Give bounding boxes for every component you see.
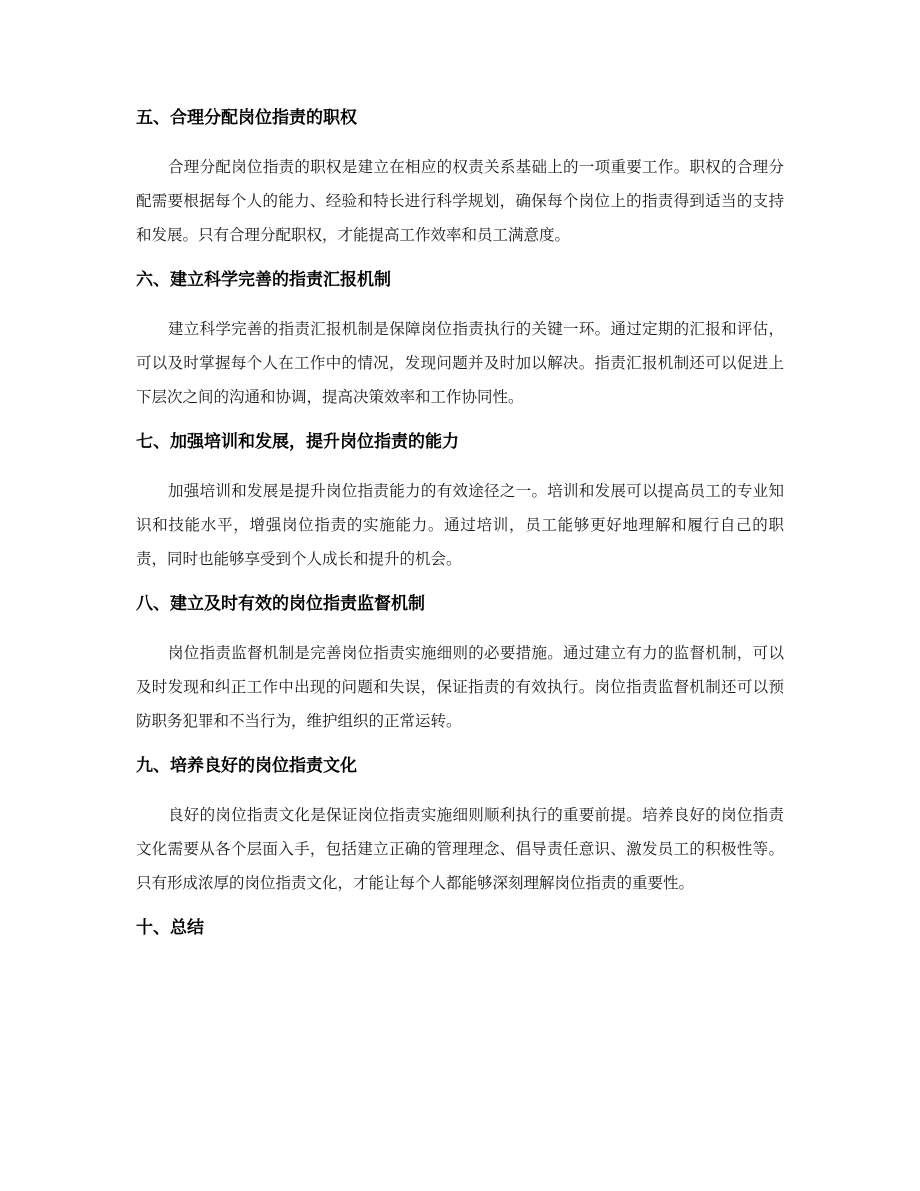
section-paragraph: 良好的岗位指责文化是保证岗位指责实施细则顺利执行的重要前提。培养良好的岗位指责文化需要从各个层面入手，包括建立正确的管理理念、倡导责任意识、激发员工的积极性等。只有形成浓厚的岗位指责文化，才能让每个人都能够深刻理解岗位指责的重要性。	[136, 806, 784, 892]
section-paragraph: 岗位指责监督机制是完善岗位指责实施细则的必要措施。通过建立有力的监督机制，可以及时发现和纠正工作中出现的问题和失误，保证指责的有效执行。岗位指责监督机制还可以预防职务犯罪和不当行为，维护组织的正常运转。	[136, 644, 784, 730]
section-heading: 八、建立及时有效的岗位指责监督机制	[136, 594, 425, 614]
section-paragraph: 加强培训和发展是提升岗位指责能力的有效途径之一。培训和发展可以提高员工的专业知识和技能水平，增强岗位指责的实施能力。通过培训，员工能够更好地理解和履行自己的职责，同时也能够享受到个人成长和提升的机会。	[136, 482, 784, 568]
section-heading: 七、加强培训和发展，提升岗位指责的能力	[136, 432, 459, 452]
section-heading: 十、总结	[136, 918, 204, 938]
section-heading: 五、合理分配岗位指责的职权	[136, 108, 357, 128]
section-heading: 九、培养良好的岗位指责文化	[136, 756, 357, 776]
section-paragraph: 合理分配岗位指责的职权是建立在相应的权责关系基础上的一项重要工作。职权的合理分配需要根据每个人的能力、经验和特长进行科学规划，确保每个岗位上的指责得到适当的支持和发展。只有合理分配职权，才能提高工作效率和员工满意度。	[136, 158, 784, 244]
section-paragraph: 建立科学完善的指责汇报机制是保障岗位指责执行的关键一环。通过定期的汇报和评估，可以及时掌握每个人在工作中的情况，发现问题并及时加以解决。指责汇报机制还可以促进上下层次之间的沟通和协调，提高决策效率和工作协同性。	[136, 320, 784, 406]
section-5	[136, 104, 784, 252]
section-10	[136, 914, 784, 942]
section-9	[136, 752, 784, 900]
section-8	[136, 590, 784, 738]
section-heading: 六、建立科学完善的指责汇报机制	[136, 270, 391, 290]
section-6	[136, 266, 784, 414]
section-7	[136, 428, 784, 576]
